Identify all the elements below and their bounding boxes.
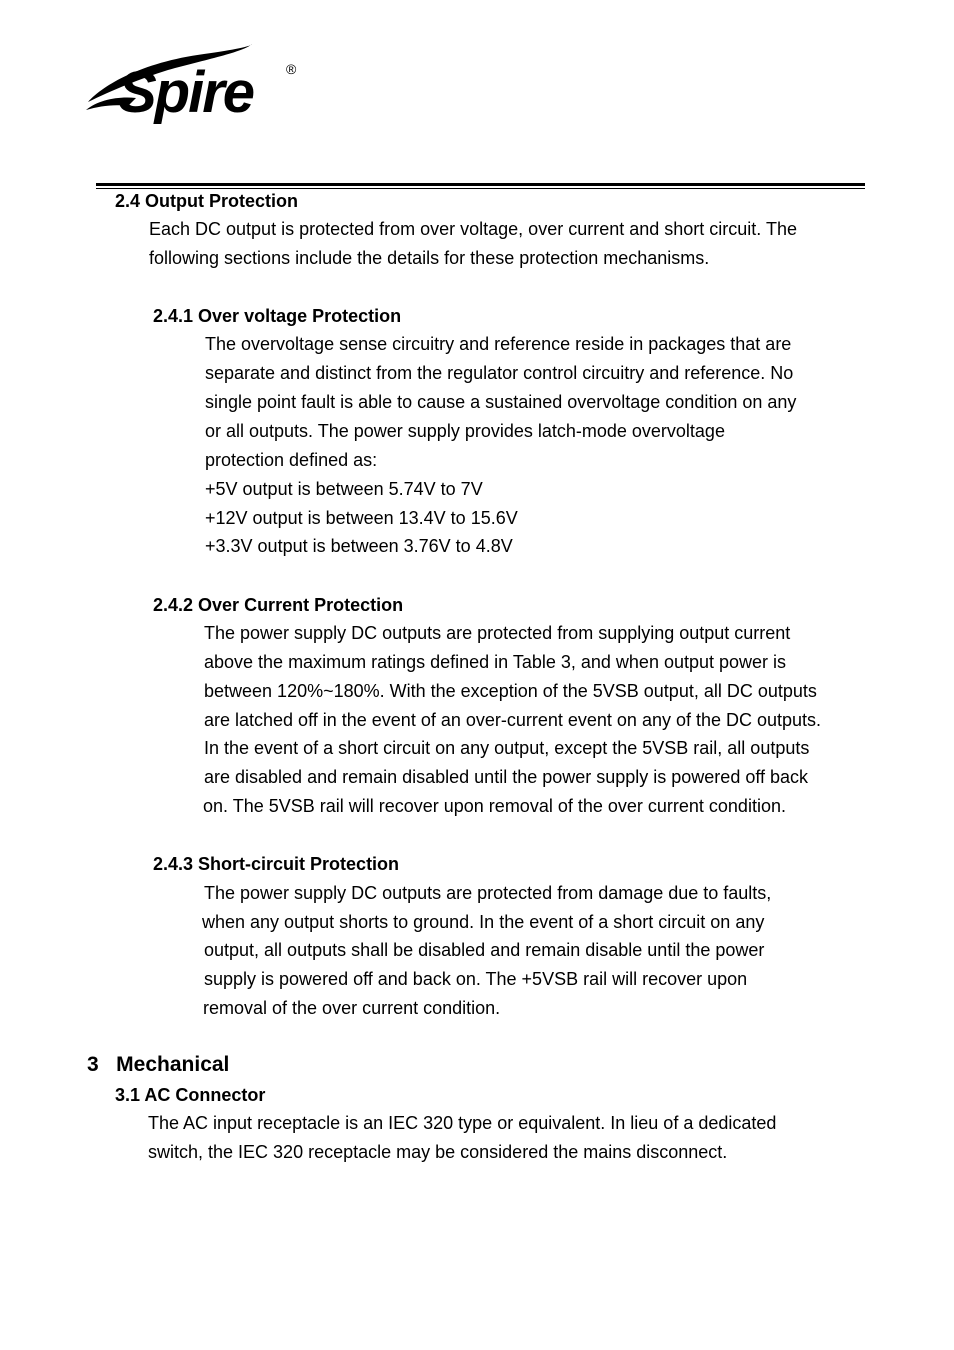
- paragraph-line: above the maximum ratings defined in Table 3, and when output power is: [204, 652, 787, 672]
- paragraph-line: or all outputs. The power supply provides latch-mode overvoltage: [205, 421, 725, 441]
- paragraph-line: removal of the over current condition.: [203, 998, 501, 1018]
- paragraph-line: following sections include the details for these protection mechanisms.: [149, 248, 710, 268]
- paragraph-line: Each DC output is protected from over voltage, over current and short circuit. The: [149, 219, 797, 239]
- chapter-heading-3: 3 Mechanical: [87, 1053, 230, 1076]
- paragraph-line: single point fault is able to cause a sustained overvoltage condition on any: [205, 392, 797, 412]
- logo-wordmark: Spire: [118, 60, 254, 125]
- paragraph-line: separate and distinct from the regulator control circuitry and reference. No: [205, 363, 794, 383]
- paragraph-line: switch, the IEC 320 receptacle may be considered the mains disconnect.: [148, 1142, 728, 1162]
- paragraph-line: output, all outputs shall be disabled and remain disable until the power: [204, 940, 765, 960]
- paragraph-line: on. The 5VSB rail will recover upon removal of the over current condition.: [203, 796, 786, 816]
- section-heading-2-4-2: 2.4.2 Over Current Protection: [153, 595, 404, 615]
- paragraph-line: protection defined as:: [205, 450, 378, 470]
- section-heading-3-1: 3.1 AC Connector: [115, 1085, 266, 1105]
- paragraph-line: The AC input receptacle is an IEC 320 type or equivalent. In lieu of a dedicated: [148, 1113, 777, 1133]
- paragraph-line: The power supply DC outputs are protected from supplying output current: [204, 623, 791, 643]
- registered-mark: ®: [286, 61, 297, 77]
- paragraph-line: between 120%~180%. With the exception of the 5VSB output, all DC outputs: [204, 681, 817, 701]
- paragraph-line: are disabled and remain disabled until the power supply is powered off back: [204, 767, 809, 787]
- ovp-spec-line: +12V output is between 13.4V to 15.6V: [205, 508, 518, 528]
- paragraph-line: when any output shorts to ground. In the event of a short circuit on any: [202, 912, 765, 932]
- section-heading-2-4-1: 2.4.1 Over voltage Protection: [153, 306, 402, 326]
- paragraph-line: The overvoltage sense circuitry and reference reside in packages that are: [205, 334, 792, 354]
- header-rule-thin: [96, 188, 865, 189]
- paragraph-line: In the event of a short circuit on any output, except the 5VSB rail, all outputs: [204, 738, 810, 758]
- ovp-spec-line: +3.3V output is between 3.76V to 4.8V: [205, 536, 513, 556]
- header-rule-thick: [96, 183, 865, 186]
- paragraph-line: supply is powered off and back on. The +5VSB rail will recover upon: [204, 969, 748, 989]
- paragraph-line: The power supply DC outputs are protected from damage due to faults,: [204, 883, 772, 903]
- ovp-spec-line: +5V output is between 5.74V to 7V: [205, 479, 483, 499]
- section-heading-2-4-3: 2.4.3 Short-circuit Protection: [153, 854, 400, 874]
- spire-logo: [84, 40, 304, 132]
- paragraph-line: are latched off in the event of an over-current event on any of the DC outputs.: [204, 710, 822, 730]
- section-heading-2-4: 2.4 Output Protection: [115, 191, 299, 211]
